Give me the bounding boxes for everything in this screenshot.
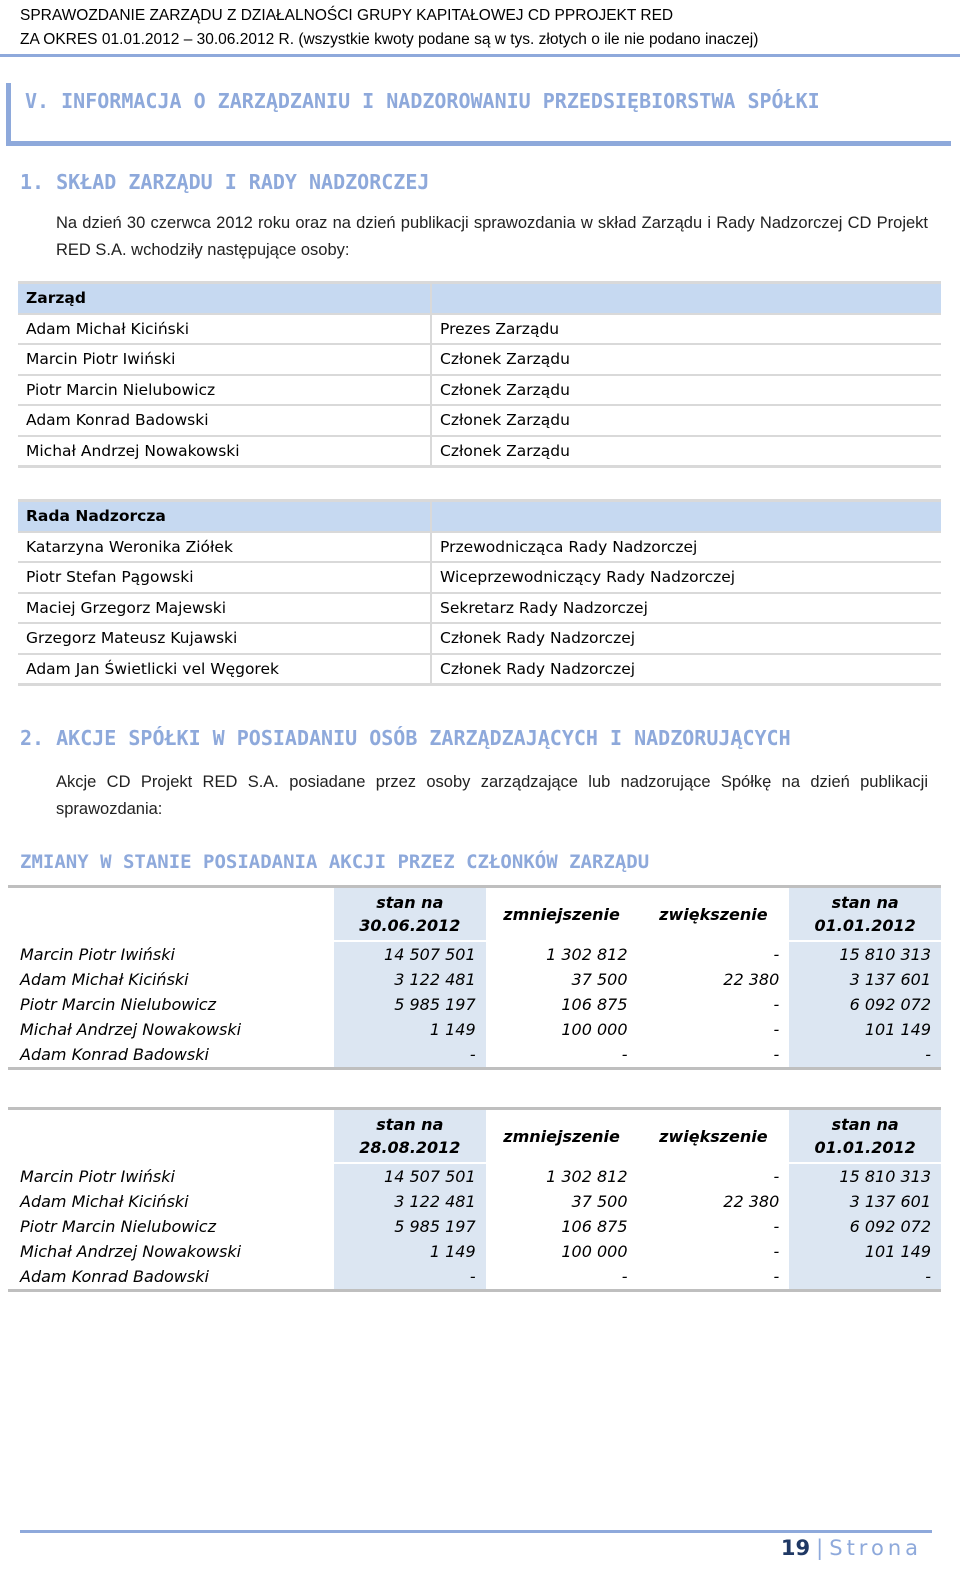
person-role: Członek Zarządu	[431, 344, 941, 375]
person-name: Adam Konrad Badowski	[18, 405, 431, 436]
person-role: Przewodnicząca Rady Nadzorczej	[431, 532, 941, 563]
table-row	[18, 344, 941, 375]
person-name: Marcin Piotr Iwiński	[18, 344, 431, 375]
header-line-2: ZA OKRES 01.01.2012 – 30.06.2012 R. (wszystkie kwoty podane są w tys. złotych o ile nie podano inaczej)	[20, 31, 759, 48]
shares-table-28-08-2012	[8, 1107, 941, 1292]
page-number-value: 19	[780, 1536, 811, 1560]
table-row: Marcin Piotr Iwiński 14 507 501 1 302 812 - 15 810 313	[8, 941, 941, 967]
table-row: Adam Konrad Badowski - - - -	[8, 1042, 941, 1069]
table-row	[18, 532, 941, 563]
footer-divider	[20, 1530, 932, 1533]
table-row	[18, 562, 941, 593]
table-row	[18, 623, 941, 654]
person-name: Adam Jan Świetlicki vel Węgorek	[18, 654, 431, 685]
section-2-intro: Akcje CD Projekt RED S.A. posiadane przez osoby zarządzające lub nadzorujące Spółkę na dzień publikacji sprawozdania:	[56, 773, 928, 818]
person-role: Sekretarz Rady Nadzorczej	[431, 593, 941, 624]
col-header-stan-na: stan na 28.08.2012	[334, 1109, 486, 1164]
supervisory-board-heading: Rada Nadzorcza	[18, 501, 431, 532]
table-row: Adam Michał Kiciński 3 122 481 37 500 22 380 3 137 601	[8, 967, 941, 992]
table-row	[18, 593, 941, 624]
table-row: Piotr Marcin Nielubowicz 5 985 197 106 875 - 6 092 072	[8, 992, 941, 1017]
page-number	[781, 1536, 922, 1560]
person-role: Członek Zarządu	[431, 436, 941, 467]
person-name: Maciej Grzegorz Majewski	[18, 593, 431, 624]
person-role: Prezes Zarządu	[431, 314, 941, 345]
table-row: Michał Andrzej Nowakowski 1 149 100 000 - 101 149	[8, 1239, 941, 1264]
col-header-increase: zwiększenie	[638, 1109, 790, 1164]
person-name: Grzegorz Mateusz Kujawski	[18, 623, 431, 654]
table-row	[18, 405, 941, 436]
person-role: Członek Rady Nadzorczej	[431, 654, 941, 685]
col-header-stan-na-start: stan na 01.01.2012	[789, 887, 941, 942]
section-v-box	[6, 83, 951, 146]
header-divider	[0, 54, 960, 57]
person-name: Piotr Marcin Nielubowicz	[18, 375, 431, 406]
shares-table-30-06-2012	[8, 885, 941, 1070]
table-row: Michał Andrzej Nowakowski 1 149 100 000 - 101 149	[8, 1017, 941, 1042]
person-role: Członek Zarządu	[431, 375, 941, 406]
management-board-heading: Zarząd	[18, 283, 431, 314]
col-header-stan-na-start: stan na 01.01.2012	[789, 1109, 941, 1164]
person-name: Piotr Stefan Pągowski	[18, 562, 431, 593]
table-row	[18, 375, 941, 406]
table-row	[18, 654, 941, 685]
col-header-decrease: zmniejszenie	[486, 887, 638, 942]
section-2-title: 2. AKCJE SPÓŁKI W POSIADANIU OSÓB ZARZĄDZAJĄCYCH I NADZORUJĄCYCH	[20, 726, 791, 750]
management-board-table	[18, 281, 941, 468]
page-number-separator: |	[816, 1536, 824, 1560]
person-role: Wiceprzewodniczący Rady Nadzorczej	[431, 562, 941, 593]
header-line-1: SPRAWOZDANIE ZARZĄDU Z DZIAŁALNOŚCI GRUPY KAPITAŁOWEJ CD PPROJEKT RED	[20, 7, 674, 24]
shares-changes-subtitle: ZMIANY W STANIE POSIADANIA AKCJI PRZEZ CZŁONKÓW ZARZĄDU	[20, 851, 650, 873]
section-v-title: V. INFORMACJA O ZARZĄDZANIU I NADZOROWANIU PRZEDSIĘBIORSTWA SPÓŁKI	[25, 89, 820, 113]
person-role: Członek Rady Nadzorczej	[431, 623, 941, 654]
section-1-title: 1. SKŁAD ZARZĄDU I RADY NADZORCZEJ	[20, 170, 430, 194]
col-header-increase: zwiększenie	[638, 887, 790, 942]
table-row: Adam Michał Kiciński 3 122 481 37 500 22 380 3 137 601	[8, 1189, 941, 1214]
person-name: Katarzyna Weronika Ziółek	[18, 532, 431, 563]
person-name: Adam Michał Kiciński	[18, 314, 431, 345]
person-name: Michał Andrzej Nowakowski	[18, 436, 431, 467]
table-row: Marcin Piotr Iwiński 14 507 501 1 302 812 - 15 810 313	[8, 1163, 941, 1189]
table-row	[18, 436, 941, 467]
table-row: Adam Konrad Badowski - - - -	[8, 1264, 941, 1291]
col-header-decrease: zmniejszenie	[486, 1109, 638, 1164]
section-1-intro: Na dzień 30 czerwca 2012 roku oraz na dzień publikacji sprawozdania w skład Zarządu i Rady Nadzorczej CD Projekt RED S.A. wchodziły następujące osoby:	[56, 214, 928, 259]
table-row	[18, 314, 941, 345]
person-role: Członek Zarządu	[431, 405, 941, 436]
page-label: Strona	[829, 1536, 922, 1560]
report-header	[20, 4, 758, 52]
supervisory-board-table	[18, 499, 941, 686]
col-header-stan-na: stan na 30.06.2012	[334, 887, 486, 942]
table-row: Piotr Marcin Nielubowicz 5 985 197 106 875 - 6 092 072	[8, 1214, 941, 1239]
